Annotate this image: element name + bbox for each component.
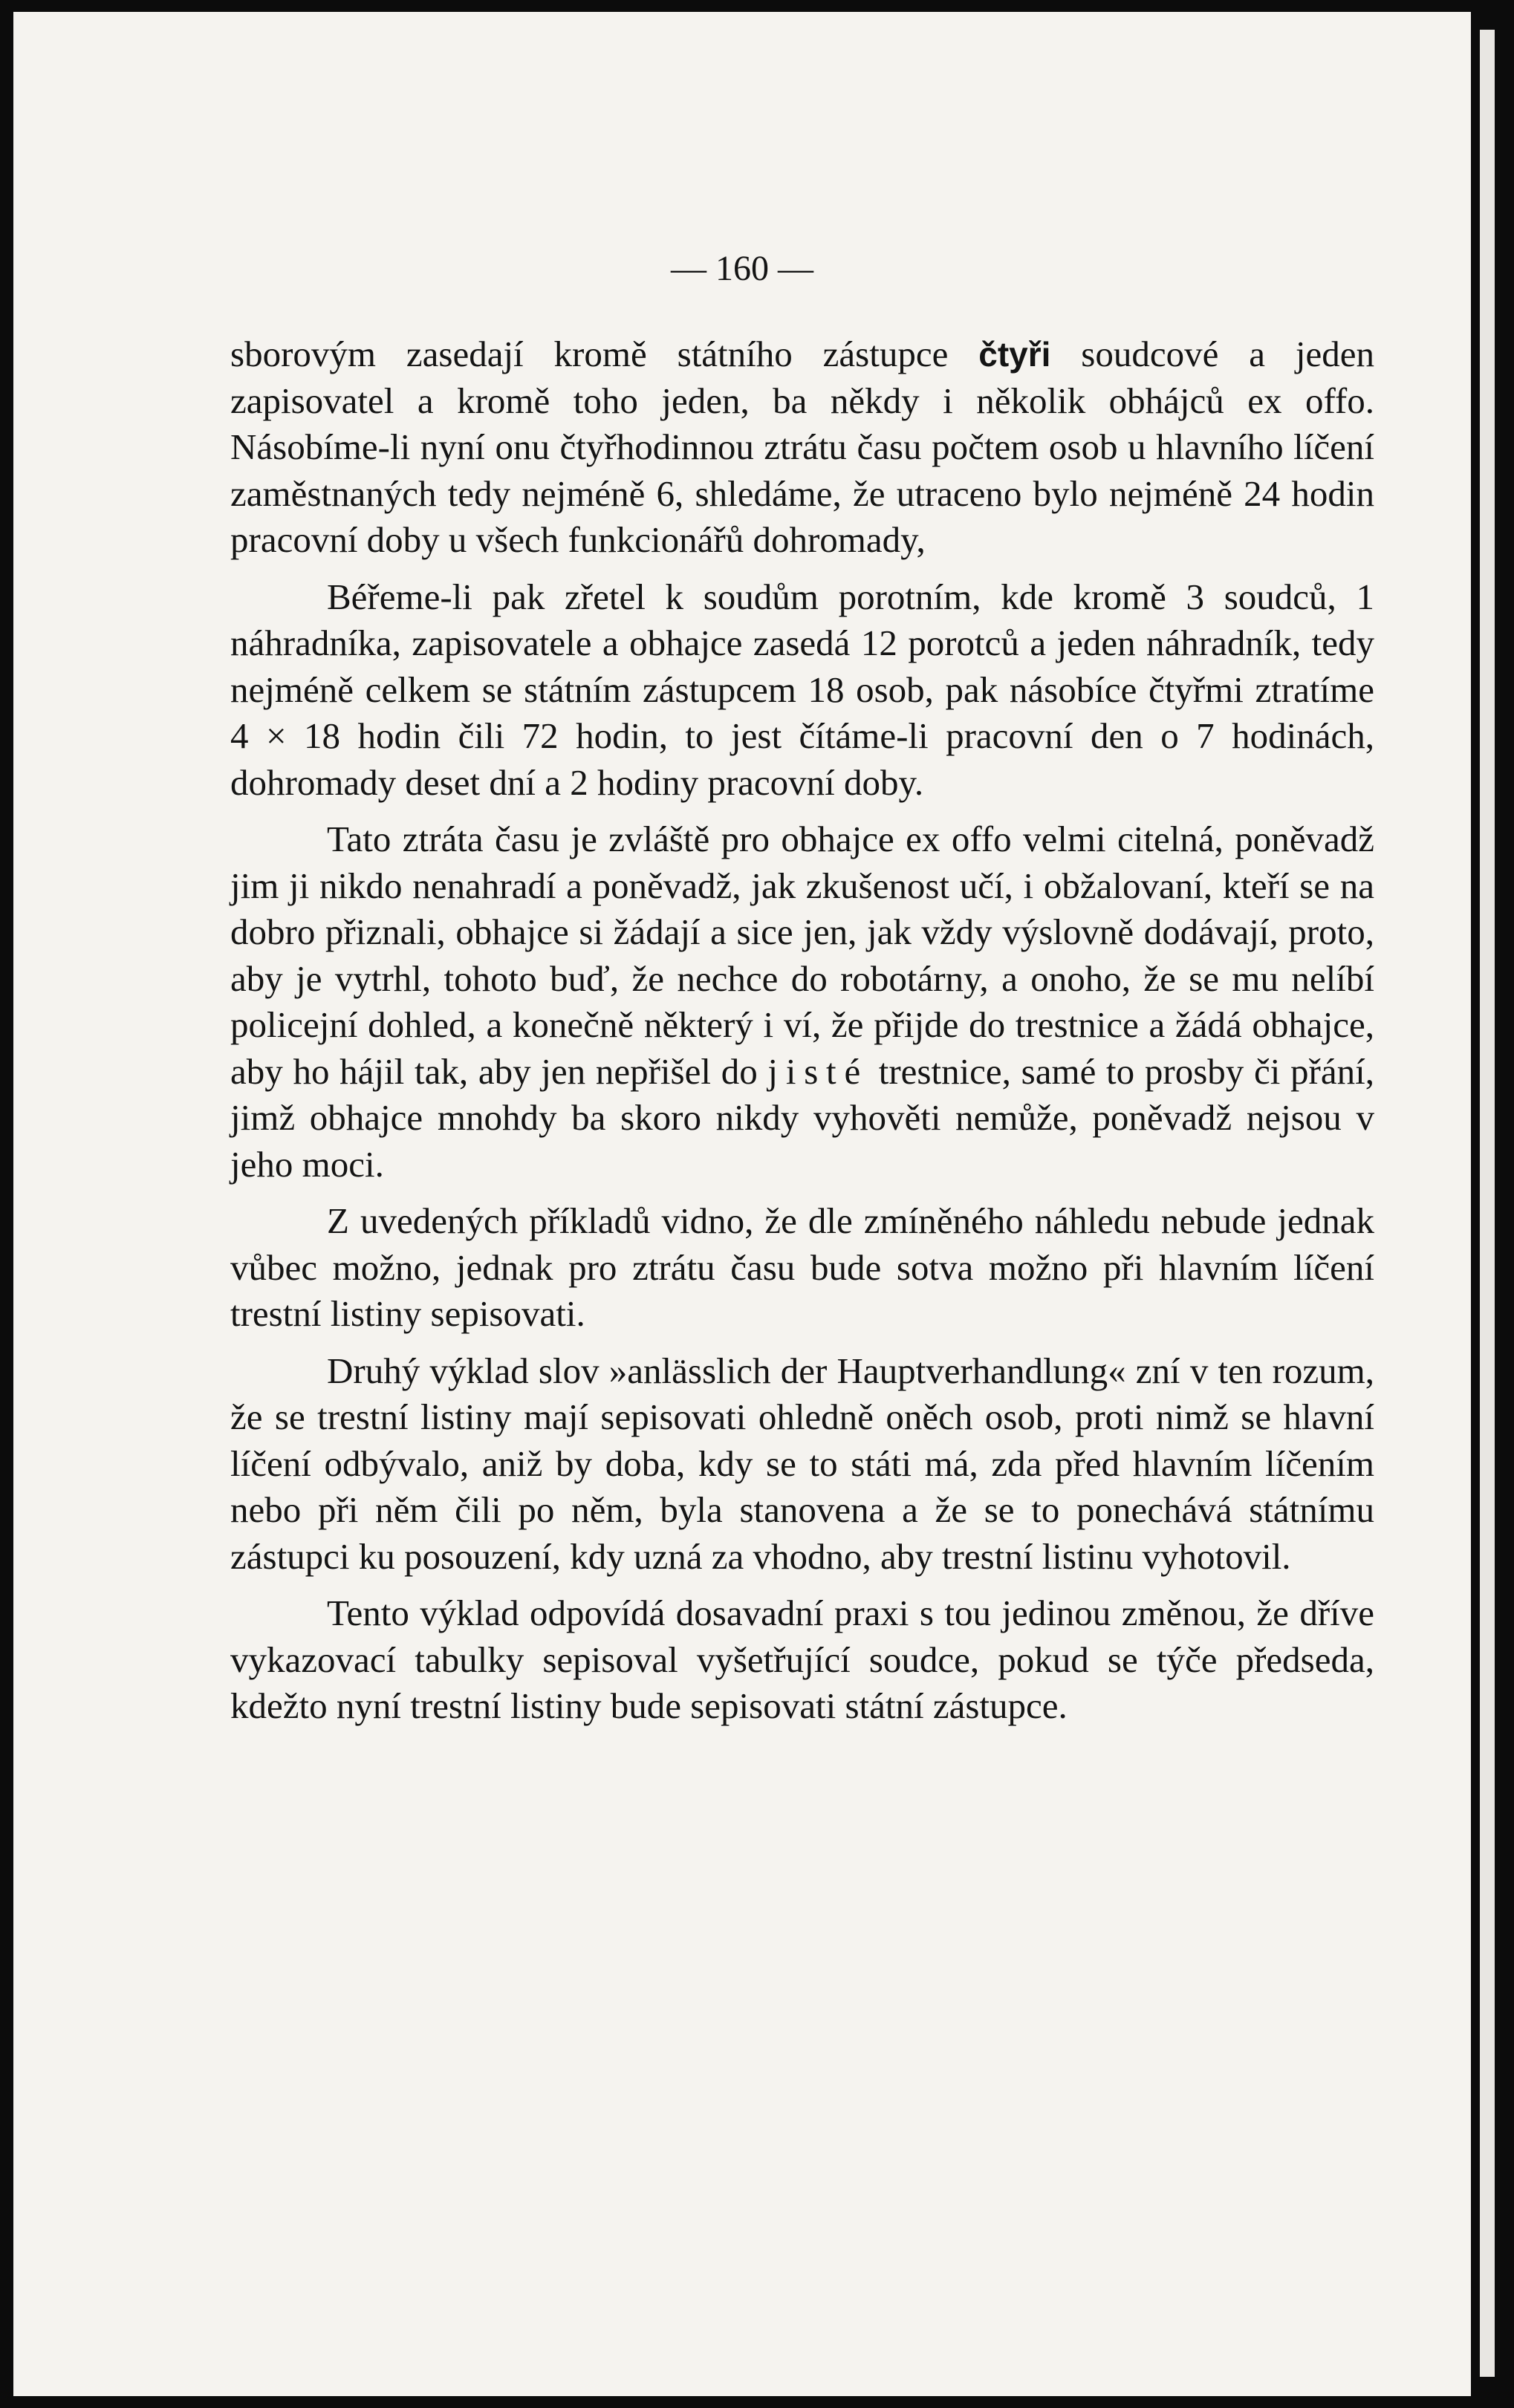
paragraph-6: Tento výklad odpovídá dosavadní praxi s tou jedinou změnou, že dříve vykazovací tabulky sepisoval vyšetřující soudce, pokud se týče předseda, kdežto nyní trestní listiny bude sepisovati státní zástupce.: [230, 1592, 1374, 1726]
paragraph-1-start: sborovým zasedají kromě státního zástupce: [230, 333, 979, 374]
paragraph-4: Z uvedených příkladů vidno, že dle zmíněného náhledu nebude jednak vůbec možno, jednak pro ztrátu času bude sotva možno při hlavním líčení trestní listiny sepisovati.: [230, 1200, 1374, 1334]
page-edge: [1480, 30, 1495, 2377]
paragraph-3-end: trestnice, samé to prosby či přání, jimž obhajce mnohdy ba skoro nikdy vyhověti nemůže, poněvadž nejsou v jeho moci.: [230, 1050, 1374, 1185]
paragraph-1: [230, 331, 1374, 564]
body-text: [230, 331, 1374, 1740]
bold-word: čtyři: [978, 335, 1051, 374]
paragraph-1-end: soudcové a jeden zapisovatel a kromě toho jeden, ba někdy i několik obhájců ex offo. Násobíme-li nyní onu čtyřhodinnou ztrátu času počtem osob u hlavního líčení zaměstnaných tedy nejméně 6, shledáme, že utraceno bylo nejméně 24 hodin pracovní doby u všech funkcionářů dohromady,: [230, 333, 1374, 560]
paragraph-3: [230, 816, 1374, 1188]
paragraph-2: Béřeme-li pak zřetel k soudům porotním, kde kromě 3 soudců, 1 náhradníka, zapisovatele a obhajce zasedá 12 porotců a jeden náhradník, tedy nejméně celkem se státním zástupcem 18 osob, pak násobíce čtyřmi ztratíme 4 × 18 hodin čili 72 hodin, to jest čítáme-li pracovní den o 7 hodinách, dohromady deset dní a 2 hodiny pracovní doby.: [230, 576, 1374, 803]
page-number: — 160 —: [671, 249, 813, 288]
spaced-emphasis: jisté: [767, 1050, 868, 1092]
paragraph-3-start: Tato ztráta času je zvláště pro obhajce ex offo velmi citelná, poněvadž jim ji nikdo nenahradí a poněvadž, jak zkušenost učí, i obžalovaní, kteří se na dobro přiznali, obhajce si žádají a sice jen, jak vždy výslovně dodávají, proto, aby je vytrhl, tohoto buď, že nechce do robotárny, a onoho, že se mu nelíbí policejní dohled, a konečně některý i ví, že přijde do trestnice a žádá obhajce, aby ho hájil tak, aby jen nepřišel do: [230, 819, 1374, 1092]
book-page: [13, 12, 1471, 2396]
paragraph-5: Druhý výklad slov »anlässlich der Hauptverhandlung« zní v ten rozum, že se trestní listiny mají sepisovati ohledně oněch osob, proti nimž se hlavní líčení odbývalo, aniž by doba, kdy se to státi má, zda před hlavním líčením nebo při něm čili po něm, byla stanovena a že se to ponechává státnímu zástupci ku posouzení, kdy uzná za vhodno, aby trestní listinu vyhotovil.: [230, 1350, 1374, 1577]
